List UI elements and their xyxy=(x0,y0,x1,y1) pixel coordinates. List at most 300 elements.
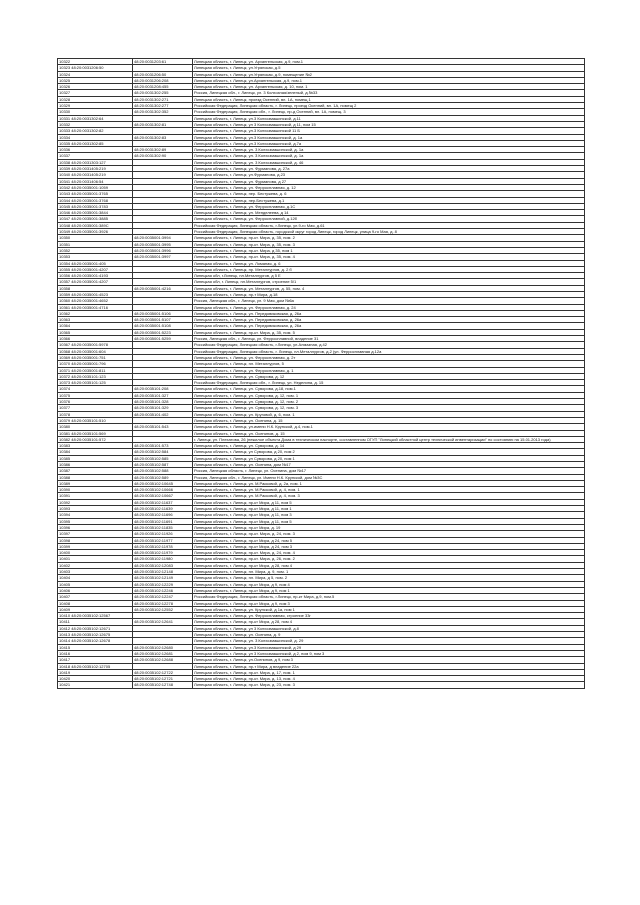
land-cadastral-number: 48:20:0035001:4193 xyxy=(71,273,108,279)
address-cell: Липецкая область, г. Липецк, пл. Мира, д. 9, пом. 1 xyxy=(193,569,585,575)
address-cell: Российская Федерация, Липецкая область, г. Липецк, проезд Осенний, вл. 1А, помещ 2 xyxy=(193,103,585,109)
building-cadastral-number: 48:20:0031302:352 xyxy=(133,109,193,115)
row-number: 10331 xyxy=(59,115,71,121)
building-cadastral-number: 48:20:0035101:329 xyxy=(133,405,193,411)
row-number: 10376 xyxy=(59,399,71,405)
address-cell: Липецкая область, г. Липецк, пл. Металлургов, 5 xyxy=(193,361,585,367)
row-number: 10409 xyxy=(59,606,71,612)
row-number-cell xyxy=(58,682,133,688)
building-cadastral-number: 48:20:0035102:11696 xyxy=(133,512,193,518)
building-cadastral-number: 48:20:0035001:4216 xyxy=(133,285,193,291)
building-cadastral-number: 48:20:0035001:3995 xyxy=(133,241,193,247)
address-cell: Липецкая область, г. Липецк, ул. Фурманова, д 27 xyxy=(193,178,585,184)
land-cadastral-number: 48:20:0035001:4652 xyxy=(71,298,108,304)
address-cell: Липецкая область, г. Липецк, ул. М.Расковой, д. 2а, пом. 1 xyxy=(193,480,585,486)
building-cadastral-number: 48:20:0035102:11977 xyxy=(133,537,193,543)
address-cell: Липецкая область, г. Липецк, пр-кт. Мира, д. 17, пом. 1 xyxy=(193,669,585,675)
address-cell: Липецкая область, г. Липецк, пр-кт Мира, д. 19 xyxy=(193,524,585,530)
building-cadastral-number: 48:20:0035001:5107 xyxy=(133,317,193,323)
row-number: 10349 xyxy=(59,229,71,235)
address-cell: Российская Федерация, Липецкая область, городской округ город Липецк, город Липецк, улица 9-го Мая, д. 8 xyxy=(193,229,585,235)
land-cadastral-number: 48:20:0035001:4207 xyxy=(71,279,108,285)
address-cell: Липецкая область, г. Липецк, пр-кт Мира, д 11, пом 3 xyxy=(193,512,585,518)
row-number: 10374 xyxy=(59,386,71,392)
address-cell: Липецкая область, г. Липецк, ул. Архангельская, д.9, пом.1 xyxy=(193,59,585,65)
row-number: 10356 xyxy=(59,273,71,279)
row-number: 10411 xyxy=(59,619,70,625)
address-cell: Российская Федерация, Липецкая область, г.Липецк, пр-кт Мира, д.9, пом.5 xyxy=(193,594,585,600)
row-number: 10341 xyxy=(59,178,71,184)
building-cadastral-number: 48:20:0035101:573 xyxy=(133,443,193,449)
address-cell: Липецкая область, г. Липецк, пр-кт. Мира, д. 24, пом. 3 xyxy=(193,531,585,537)
address-cell: Липецкая область, г. Липецк, ул.Архангельская, д.9, пом.1 xyxy=(193,77,585,83)
building-cadastral-number: 48:20:0035102:11835 xyxy=(133,524,193,530)
building-cadastral-number: 48:20:0035102:12721 xyxy=(133,676,193,682)
row-number: 10342 xyxy=(59,184,71,190)
address-cell: Липецкая область, г. Липецк, ул.Осенинов, д 9, пом 3 xyxy=(193,657,585,663)
row-number: 10346 xyxy=(59,210,71,216)
address-cell: Липецкая область, г. Липецк, ул. Металлургов, д. 55, пом. 4 xyxy=(193,285,585,291)
row-number: 10325 xyxy=(59,77,71,83)
land-cadastral-number: 48:20:0035101:510 xyxy=(71,417,106,423)
row-number: 10386 xyxy=(59,462,71,467)
land-cadastral-number: 48:20:0035001:405 xyxy=(71,260,106,266)
address-cell: Липецкая область, г. Липецк, ул. Ферросплавная, д. 1 xyxy=(193,367,585,373)
building-cadastral-number: 48:20:0035001:5108 xyxy=(133,323,193,329)
row-number: 10368 xyxy=(59,348,71,354)
row-number: 10328 xyxy=(59,96,71,102)
building-cadastral-number: 48:20:0031302:277 xyxy=(133,103,193,109)
address-cell: Липецкая область, г. Липецк, ул. Архангельская, д. 10, пом. 1 xyxy=(193,84,585,90)
row-number: 10354 xyxy=(59,260,71,266)
address-cell: Липецкая область, г. Липецк, ул 3 Колхозмашинской, д 11, пом 15 xyxy=(193,121,585,127)
row-number: 10343 xyxy=(59,191,71,197)
address-cell: Липецкая область, г. Липецк, ул. Ферросплавная, д.1С xyxy=(193,203,585,209)
row-number: 10373 xyxy=(59,380,71,386)
building-cadastral-number: 48:20:0031302:83 xyxy=(133,134,193,140)
building-cadastral-number: 48:20:0031203:61 xyxy=(133,59,193,65)
address-cell: Липецкая область, г. Липецк, ул. 3 Колхозмашинской, д. 1а xyxy=(193,147,585,153)
table-row xyxy=(58,682,585,688)
building-cadastral-number: 48:20:0035102:585 xyxy=(133,455,193,461)
land-cadastral-number: 48:20:0035001:3926 xyxy=(71,229,108,235)
address-cell: Липецкая область, г. Липецк, ул.имени Н.К. Крупской, д.4, пом.1 xyxy=(193,424,585,430)
building-cadastral-number: 48:20:0035102:589 xyxy=(133,474,193,480)
row-number: 10347 xyxy=(59,216,71,222)
land-cadastral-number: 48:20:0031302:85 xyxy=(71,140,104,146)
land-cadastral-number: 48:20:0035001:3783 xyxy=(71,203,108,209)
row-number: 10364 xyxy=(59,323,71,329)
land-cadastral-number: 48:20:0035001:3885 xyxy=(71,216,108,222)
row-number: 10393 xyxy=(59,506,71,512)
row-number: 10405 xyxy=(59,581,71,587)
land-cadastral-number: 48:20:0031405:219 xyxy=(71,172,106,178)
building-cadastral-number: 48:20:0035102:12247 xyxy=(133,594,193,600)
row-number: 10367 xyxy=(59,342,71,348)
address-cell: Российская Федерация, Липецкая обл., г. Липецк, пр-д Осенний, вл. 1А, помещ. 3 xyxy=(193,109,585,115)
building-cadastral-number: 48:20:0031302:90 xyxy=(133,153,193,159)
address-cell: Липецкая область, г. Липецк, ул.Фурманова, д.23 xyxy=(193,172,585,178)
row-number: 10408 xyxy=(59,600,71,606)
address-cell: Липецкая область, г. Липецк, пр-кт Мира, д 24, пом 5 xyxy=(193,537,585,543)
row-number: 10361 xyxy=(59,304,71,310)
address-cell: Липецкая область, г. Липецк, пр-кт Мира, д 9, пом 1 xyxy=(193,587,585,593)
row-number: 10330 xyxy=(59,109,71,115)
row-number: 10371 xyxy=(59,367,71,373)
building-cadastral-number: 48:20:0035102:12246 xyxy=(133,587,193,593)
address-cell: Россия, Липецкая обл., г. Липецк, ул. Имени Н.К. Крупской, дом №3С xyxy=(193,474,585,480)
address-cell: Липецкая область, г. Липецк, ул. Суворова, д. 12, пом. 3 xyxy=(193,405,585,411)
row-number: 10392 xyxy=(59,499,71,505)
address-cell: Липецкая обл, г.Липецк, пл.Металлургов, д 5 Е xyxy=(193,273,585,279)
building-cadastral-number: 48:20:0035001:3996 xyxy=(133,247,193,253)
row-number: 10381 xyxy=(59,430,71,436)
land-cadastral-number: 48:20:0031302:82 xyxy=(71,128,104,134)
building-cadastral-number: 48:20:0035102:12278 xyxy=(133,600,193,606)
row-number: 10345 xyxy=(59,203,71,209)
address-cell: Липецкая область, г. Липецк, ул. Осенина, д. 9 xyxy=(193,632,585,638)
address-cell: Липецкая область, г. Липецк, пр-кт. Мира, д. 13, пом. 4 xyxy=(193,676,585,682)
row-number: 10382 xyxy=(59,436,71,442)
building-cadastral-number: 48:20:0035102:11979 xyxy=(133,550,193,556)
row-number: 10344 xyxy=(59,197,71,203)
row-number: 10385 xyxy=(59,455,71,461)
row-number: 10395 xyxy=(59,518,71,524)
address-cell: Липецкая область, г. Липецк, ул. Осенина, дом №17 xyxy=(193,462,585,468)
address-cell: Российская Федерация, Липецкая обл., г. Липецк, ул. Неделина, д. 15 xyxy=(193,380,585,386)
address-cell: Липецкая область, г. Липецк, ул. М.Расковой, д. 4, пом. 1 xyxy=(193,487,585,493)
row-number: 10387 xyxy=(59,468,71,474)
land-cadastral-number: 48:20:0035101:572 xyxy=(71,436,106,442)
building-cadastral-number: 48:20:0035102:11637 xyxy=(133,499,193,505)
row-number: 10350 xyxy=(59,235,71,241)
building-cadastral-number: 48:20:0035101:543 xyxy=(133,424,193,430)
building-cadastral-number: 48:20:0035101:208 xyxy=(133,386,193,392)
address-cell: Липецкая область, г. Липецк, пр-кт Мира, д 11, пом 1 xyxy=(193,506,585,512)
land-cadastral-number: 48:20:0035102:12671 xyxy=(71,625,111,631)
row-number: 10353 xyxy=(59,254,71,260)
registry-table-body xyxy=(58,59,585,689)
row-number: 10340 xyxy=(59,172,71,178)
building-cadastral-number: 48:20:0035101:402 xyxy=(133,411,193,417)
land-cadastral-number: 48:20:0035101:123 xyxy=(71,373,106,379)
land-cadastral-number: 48:20:0031405:219 xyxy=(71,166,106,172)
row-number: 10402 xyxy=(59,562,71,568)
address-cell: Липецкая обл, г. Липецк, пл.Металлургов, строение 5/1 xyxy=(193,279,585,285)
address-cell: Липецкая область, г. Липецк, пр-кт. Мира, д. 35, пом. 5 xyxy=(193,329,585,335)
registry-table xyxy=(57,58,585,689)
building-cadastral-number: 48:20:0035102:12148 xyxy=(133,569,193,575)
address-cell: Липецкая область, г. Липецк, пр. Металлургов, д. 2 б xyxy=(193,266,585,272)
address-cell: Липецкая область, г. Липецк, ул. М.Расковой, д. 4, пом. 3 xyxy=(193,493,585,499)
row-number: 10360 xyxy=(59,298,71,304)
address-cell: Липецкая область, г. Липецк, ул Суворова, д 20, пом 1 xyxy=(193,455,585,461)
row-number: 10348 xyxy=(59,222,71,228)
building-cadastral-number: 48:20:0035102:12149 xyxy=(133,575,193,581)
row-number: 10357 xyxy=(59,279,71,285)
address-cell: Липецкая область, г. Липецк, ул Суворова, д 20, пом 2 xyxy=(193,449,585,455)
row-number: 10404 xyxy=(59,575,71,581)
address-cell: Липецкая область, г. Липецк, пр-кт Мира, д 11, пом 5 xyxy=(193,499,585,505)
land-cadastral-number: 48:20:0035001:3844 xyxy=(71,210,108,216)
address-cell: Липецкая область, г. Липецк, пр-кт. Мира, д. 35, пом. 3 xyxy=(193,241,585,247)
address-cell: Липецкая область, г. Липецк, пр-кт Мира, д 24, пом 3 xyxy=(193,543,585,549)
land-cadastral-number: 48:20:0035001:5978 xyxy=(71,342,108,348)
land-cadastral-number: 48:20:0035001:796 xyxy=(71,361,106,367)
address-cell: Россия, Липецкая область, г. Липецк, ул. Осенина, дом №17 xyxy=(193,468,585,474)
building-cadastral-number: 48:20:0035102:12748 xyxy=(133,682,193,688)
building-cadastral-number: 48:20:0031302:81 xyxy=(133,121,193,127)
building-cadastral-number: 48:20:0035102:12641 xyxy=(133,619,193,625)
row-number: 10399 xyxy=(59,543,71,549)
row-number: 10388 xyxy=(59,474,71,480)
address-cell: Липецкая область, г. Липецк, ул. Осенинов, д. 15 xyxy=(193,430,585,436)
building-cadastral-number: 48:20:0031302:89 xyxy=(133,147,193,153)
address-cell: Липецкая область, г. Липецк, ул.Угрянская, д.9, помещение №2 xyxy=(193,71,585,77)
row-number: 10401 xyxy=(59,556,71,562)
address-cell: Россия, Липецкая обл., г. Липецк, ул. Ферросплавной, владение 31 xyxy=(193,336,585,342)
row-number: 10406 xyxy=(59,587,71,593)
row-number: 10379 xyxy=(59,417,71,423)
row-number: 10407 xyxy=(59,594,71,600)
row-number: 10400 xyxy=(59,550,71,556)
land-cadastral-number: 48:20:0035001:4523 xyxy=(71,291,108,297)
address-cell: Липецкая область, г. Липецк, пер. Бестужева, д. 6 xyxy=(193,191,585,197)
row-number: 10410 xyxy=(59,613,71,619)
address-cell: Липецкая область, г. Липецк, пл. Мира, д 5, пом. 2 xyxy=(193,575,585,581)
row-number: 10370 xyxy=(59,361,71,367)
row-number: 10413 xyxy=(59,632,71,638)
land-cadastral-number: 48:20:0035101:125 xyxy=(71,380,106,386)
building-cadastral-number: 48:20:0031208:455 xyxy=(133,84,193,90)
row-number: 10375 xyxy=(59,392,71,398)
row-number: 10324 xyxy=(59,71,71,77)
address-cell: Липецкая область, г. Липецк, ул. Ферросплавной, д.12б xyxy=(193,216,585,222)
building-cadastral-number: 48:20:0035102:12688 xyxy=(133,657,193,663)
address-cell: Российская Федерация, Липецкая область, г. Липецк, пл.Металлургов, д.2 (ул. Ферросплавная д.12а xyxy=(193,348,585,354)
address-cell: Липецкая область, г. Липецк, ул. 3 Колхозмашинской, д. 46 xyxy=(193,159,585,165)
row-number: 10420 xyxy=(59,676,71,682)
land-cadastral-number: 48:20:0035001:4716 xyxy=(71,304,108,310)
building-cadastral-number: 48:20:0035102:12680 xyxy=(133,644,193,650)
address-cell: Липецкая область, г. Липецк, пр-кт Мира, д 28, пом 4 xyxy=(193,562,585,568)
address-cell: Липецкая область, г. Липецк, ул. Фурманова, д. 27а xyxy=(193,166,585,172)
address-cell: Липецкая область, г. Липецк, ул. Менделеева, д 14 xyxy=(193,210,585,216)
address-cell: Липецкая область, г. Липецк, ул.3 Колхозмашинской, д. 1а xyxy=(193,134,585,140)
land-cadastral-number: 48:20:0035102:12705 xyxy=(71,663,111,669)
row-number: 10389 xyxy=(59,480,71,486)
building-cadastral-number: 48:20:0031302:255 xyxy=(133,90,193,96)
row-number: 10377 xyxy=(59,405,71,411)
building-cadastral-number: 48:20:0035102:588 xyxy=(133,468,193,474)
building-cadastral-number: 48:20:0035001:5106 xyxy=(133,310,193,316)
building-cadastral-number: 48:20:0035102:11978 xyxy=(133,543,193,549)
address-cell: Российская Федерация, Липецкая область, г.Липецк, ул.9-го Мая, д.61 xyxy=(193,222,585,228)
row-number: 10380 xyxy=(59,424,71,430)
row-number: 10358 xyxy=(59,285,71,291)
address-cell: Липецкая область, г. Липецк, ул. Осенина, д. 15 xyxy=(193,417,585,423)
address-cell: Липецкая область, г. Липецк, ул.3 Колхозмашинской 11 Б xyxy=(193,128,585,134)
address-cell: Липецкая область, г. Липецк, ул. Суворова, д. 12, пом. 2 xyxy=(193,399,585,405)
building-cadastral-number: 48:20:0035101:328 xyxy=(133,399,193,405)
address-cell: Липецкая область, г. Липецк, ул. Крупской, д 1а, пом 1 xyxy=(193,606,585,612)
address-cell: Липецкая область, г. Липецк, ул. 3 Колхозмашинской, д. 1а xyxy=(193,153,585,159)
row-number: 10338 xyxy=(59,159,71,165)
row-number: 10366 xyxy=(59,336,71,342)
row-number: 10362 xyxy=(59,310,71,316)
row-number: 10372 xyxy=(59,373,71,379)
row-number: 10398 xyxy=(59,537,71,543)
land-cadastral-number: 48:20:0035101:569 xyxy=(71,430,106,436)
building-cadastral-number: 48:20:0035102:12552 xyxy=(133,606,193,612)
row-number: 10334 xyxy=(59,134,71,140)
address-cell: Липецкая область, г. Липецк, ул. Ферросплавная, д. 12 xyxy=(193,184,585,190)
address-cell: Липецкая область, г. Липецк, ул. Ферросплавная, д. 24 xyxy=(193,304,585,310)
address-cell: Липецкая область, г. Липецк, ул.3 Колхозмашинской, д.11 xyxy=(193,115,585,121)
row-number: 10365 xyxy=(59,329,71,335)
building-cadastral-number: 48:20:0031206:208 xyxy=(133,77,193,83)
row-number: 10333 xyxy=(59,128,71,134)
row-number: 10332 xyxy=(59,121,71,127)
building-cadastral-number: 48:20:0035102:11691 xyxy=(133,518,193,524)
building-cadastral-number: 48:20:0035102:10666 xyxy=(133,487,193,493)
building-cadastral-number: 48:20:0035001:3994 xyxy=(133,235,193,241)
address-cell: Липецкая область, г. Липецк, ул. Суворова, д.18, пом.1 xyxy=(193,386,585,392)
address-cell: Липецкая область, г. Липецк, ул.3 Колхозмашинской, д 29 xyxy=(193,644,585,650)
address-cell: Липецкая область, г. Липецк, пр-кт. Мира, д. 24, пом. 4 xyxy=(193,550,585,556)
row-number: 10390 xyxy=(59,487,71,493)
land-cadastral-number: 48:20:0031302:64 xyxy=(71,115,104,121)
address-cell: Липецкая область, г. Липецк, пр-кт. Мира, д. 35, пом. 2 xyxy=(193,235,585,241)
address-cell: Липецкая область, г. Липецк, пр-кт Мира, д 11, пом 5 xyxy=(193,518,585,524)
land-cadastral-number: 48:20:0035001:3765 xyxy=(71,191,108,197)
address-cell: Липецкая область, г. Липецк, ул.3 Колхозмашинской, д.7а xyxy=(193,140,585,146)
address-cell: Липецкая область, г. Липецк, ул. Ферросплавная, строение 33г xyxy=(193,613,585,619)
row-number: 10369 xyxy=(59,354,71,360)
building-cadastral-number: 48:20:0031206:50 xyxy=(133,71,193,77)
building-cadastral-number: 48:20:0035001:5259 xyxy=(133,336,193,342)
address-cell: Липецкая область, г. Липецк, ул. Передовиковская, д. 26а xyxy=(193,310,585,316)
building-cadastral-number: 48:20:0035102:587 xyxy=(133,462,193,468)
row-number: 10352 xyxy=(59,247,71,253)
building-cadastral-number: 48:20:0035001:5223 xyxy=(133,329,193,335)
building-cadastral-number: 48:20:0035102:12681 xyxy=(133,650,193,656)
row-number: 10336 xyxy=(59,147,71,153)
row-number: 10421 xyxy=(59,682,71,688)
building-cadastral-number: 48:20:0035102:11926 xyxy=(133,531,193,537)
building-cadastral-number: 48:20:0035001:3997 xyxy=(133,254,193,260)
row-number: 10415 xyxy=(59,644,71,650)
land-cadastral-number: 48:20:0035001:604 xyxy=(71,348,106,354)
building-cadastral-number: 48:20:0031302:271 xyxy=(133,96,193,102)
address-cell: Липецкая область, г. Липецк, пр-т Мира, д.18 xyxy=(193,291,585,297)
address-cell: г. Липецк, ул. Плехатова, 26 (нежилое объекта Дома в техническом паспорте, составленном ОГУП "Липецкий областной центр технической инвентаризации" по состоянию на 15.01.2013 года) xyxy=(193,436,585,442)
land-cadastral-number: 48:20:0031206:50 xyxy=(71,65,104,71)
land-cadastral-number: 48:20:0035001:3768 xyxy=(71,197,108,203)
row-number: 10329 xyxy=(59,103,71,109)
row-number: 10363 xyxy=(59,317,71,323)
row-number: 10383 xyxy=(59,443,71,449)
address-cell: Липецкая область, г. Липецк, проезд Осенний, вл. 1А, помещ 1 xyxy=(193,96,585,102)
address-cell: Липецкая область, г. Липецк, пр-кт. Мира, д. 26, пом. 2 xyxy=(193,556,585,562)
land-cadastral-number: 48:20:0031303:127 xyxy=(71,159,106,165)
address-cell: Липецкая область, г. Липецк, пр-кт. Мира, д. 35, пом. 4 xyxy=(193,254,585,260)
land-cadastral-number: 48:20:0035001:4207 xyxy=(71,266,108,272)
land-cadastral-number: 48:20:0035102:12675 xyxy=(71,632,111,638)
row-number: 10403 xyxy=(59,569,71,575)
row-number: 10339 xyxy=(59,166,71,172)
address-cell: Россия, Липецкая обл., г. Липецк, ул. 9 Мая, дом №6а xyxy=(193,298,585,304)
land-cadastral-number: 48:20:0035001:1059 xyxy=(71,184,108,190)
row-number: 10384 xyxy=(59,449,71,455)
address-cell: Липецкая область, г. Липецк, ул 3 Колхозмашинской, д 2, пом 9, пом 3 xyxy=(193,650,585,656)
land-cadastral-number: 48:20:0035001:389С xyxy=(71,222,109,228)
row-number: 10359 xyxy=(59,291,71,297)
address-cell: Липецкая область, г. Липецк, пр-кт Мира, д 9, пом 4 xyxy=(193,581,585,587)
address-cell: Липецкая область, г. Липецк, ул. Ломаная, д. 6 xyxy=(193,260,585,266)
address-cell: Липецкая область, г. Липецк, ул. Круговой, д. 6, пом. 1 xyxy=(193,411,585,417)
row-number: 10351 xyxy=(59,241,71,247)
row-number: 10335 xyxy=(59,140,71,146)
row-number: 10337 xyxy=(59,153,71,159)
land-cadastral-number: 48:20:0035001:811 xyxy=(71,367,106,373)
land-cadastral-number: 48:20:0035001:751 xyxy=(71,354,106,360)
address-cell: Липецкая область, г. Липецк, ул. Передовиковская, д. 26а xyxy=(193,323,585,329)
building-cadastral-number: 48:20:0035102:10667 xyxy=(133,493,193,499)
land-cadastral-number: 48:20:0035102:12678 xyxy=(71,638,111,644)
address-cell: Липецкая область, г. Липецк, ул. 3 Колхозмашинской, д. 29 xyxy=(193,638,585,644)
address-cell: Липецкая область, г. Липецк, ул. Передовиковская, д. 26а xyxy=(193,317,585,323)
row-number: 10416 xyxy=(59,650,71,656)
building-cadastral-number: 48:20:0035102:12083 xyxy=(133,562,193,568)
address-cell: Липецкая область, г. Липецк, пр-кт. Мира, д. 23, пом. 3 xyxy=(193,682,585,688)
address-cell: Россия, Липецкая обл., г. Липецк, ул. 3 Колхозная/зеленый, д.№33 xyxy=(193,90,585,96)
address-cell: Липецкая область, г. Липецк, ул 3 Колхозмашинской, д.8 xyxy=(193,625,585,631)
land-cadastral-number: 48:20:0031406:54 xyxy=(71,178,104,184)
address-cell: Липецкая область, г. Липецк, ул. Суворова, д. 14 xyxy=(193,443,585,449)
row-number: 10394 xyxy=(59,512,71,518)
address-cell: Российская Федерация, Липецкая область, г.Липецк, ул.Алмазная, д.42 xyxy=(193,342,585,348)
row-number: 10326 xyxy=(59,84,71,90)
row-number: 10396 xyxy=(59,524,71,530)
address-cell: Липецкая область, г. Липецк, пр-кт Мира, д 28, пом 4 xyxy=(193,619,585,625)
row-number: 10397 xyxy=(59,531,71,537)
address-cell: Липецкая область, г. Липецк, ул. Ферросплавная, д. 2т xyxy=(193,354,585,360)
row-number: 10414 xyxy=(59,638,71,644)
address-cell: Липецкая область, г. Липецк, пр-кт Мира, д 9, пом 3 xyxy=(193,600,585,606)
land-cadastral-number: 48:20:0035102:12567 xyxy=(71,613,111,619)
address-cell: Липецкая область, г. Липецк, ул. Суворова, д. 12 xyxy=(193,373,585,379)
address-cell: Липецкая область, г. Липецк, пр-кт. Мира, д 35, пом 1 xyxy=(193,247,585,253)
address-cell: Липецкая область, г. Липецк, пер.Бестужева, д.1 xyxy=(193,197,585,203)
building-cadastral-number: 48:20:0035102:12229 xyxy=(133,581,193,587)
address-cell: Липецкая область, г. Липецк, ул. Суворова, д. 12, пом. 1 xyxy=(193,392,585,398)
building-cadastral-number: 48:20:0035101:327 xyxy=(133,392,193,398)
row-number: 10327 xyxy=(59,90,71,96)
row-number: 10418 xyxy=(59,663,71,669)
building-cadastral-number: 48:20:0035102:584 xyxy=(133,449,193,455)
building-cadastral-number: 48:20:0035102:11639 xyxy=(133,506,193,512)
building-cadastral-number: 48:20:0035102:11980 xyxy=(133,556,193,562)
row-number: 10355 xyxy=(59,266,71,272)
row-number: 10378 xyxy=(59,411,71,417)
row-number: 10417 xyxy=(59,657,71,663)
building-cadastral-number: 48:20:0035102:10645 xyxy=(133,480,193,486)
building-cadastral-number: 48:20:0035102:12722 xyxy=(133,669,193,675)
row-number: 10323 xyxy=(59,65,71,71)
address-cell: Липецкая область, г. Липецк, пр-т Мира, д владение 22а xyxy=(193,663,585,669)
row-number: 10419 xyxy=(59,669,71,675)
